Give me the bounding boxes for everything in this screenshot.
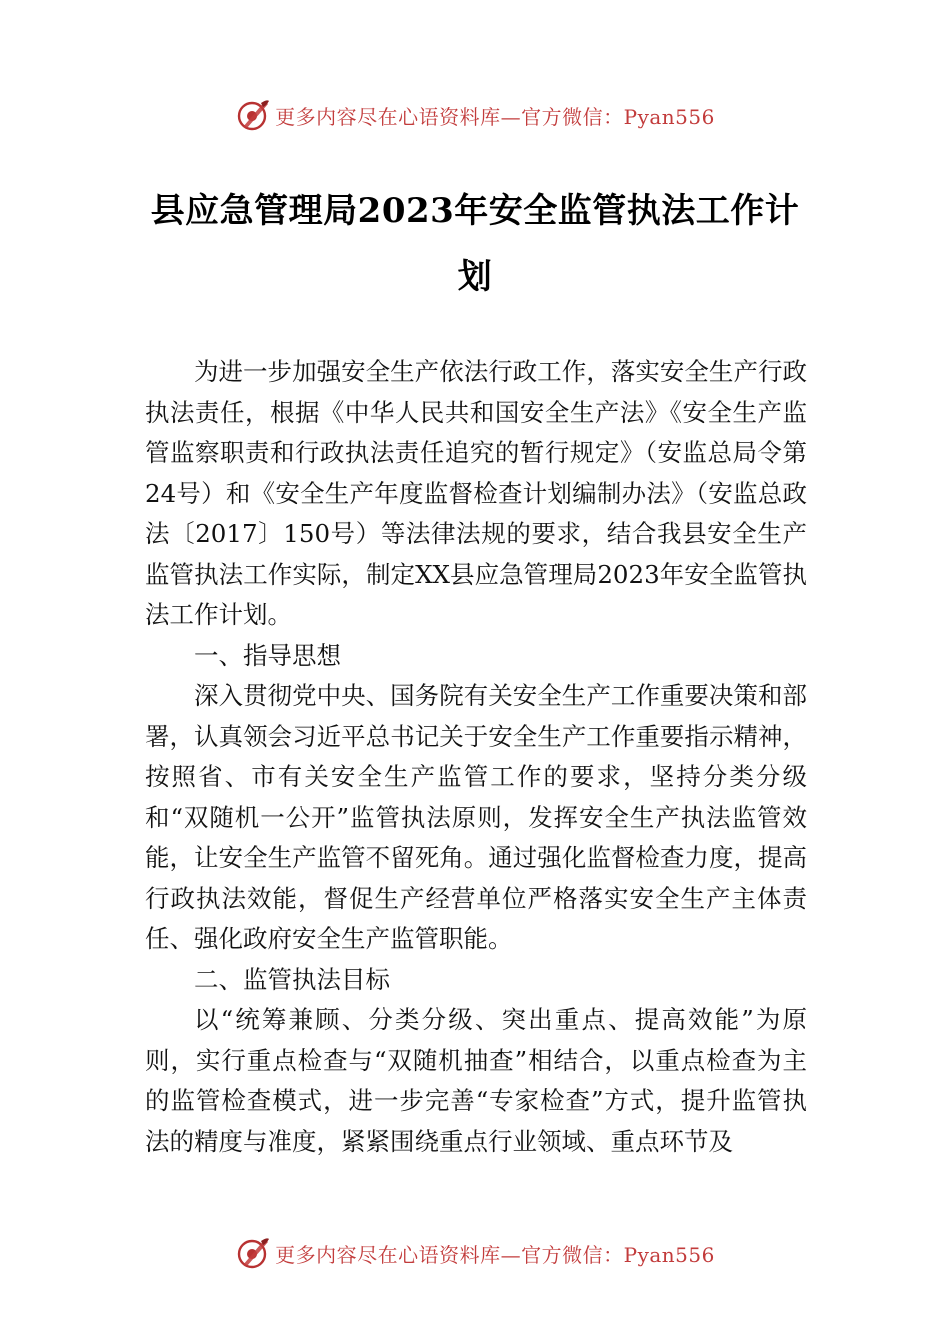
footer-banner xyxy=(0,1233,950,1273)
paragraph-intro: 为进一步加强安全生产依法行政工作，落实安全生产行政执法责任，根据《中华人民共和国安全生产法》《安全生产监管监察职责和行政执法责任追究的暂行规定》（安监总局令第24号）和《安全生产年度监督检查计划编制办法》（安监总政法〔2017〕150号）等法律法规的要求，结合我县安全生产监管执法工作实际，制定XX县应急管理局2023年安全监管执法工作计划。 xyxy=(145,357,807,629)
section-heading-guiding-thought: 一、指导思想 xyxy=(194,640,341,670)
quill-seal-icon xyxy=(235,97,271,133)
paragraph-guiding-thought: 深入贯彻党中央、国务院有关安全生产工作重要决策和部署，认真领会习近平总书记关于安全生产工作重要指示精神，按照省、市有关安全生产监管工作的要求，坚持分类分级和“双随机一公开”监管执法原则，发挥安全生产执法监管效能，让安全生产监管不留死角。通过强化监督检查力度，提高行政执法效能，督促生产经营单位严格落实安全生产主体责任、强化政府安全生产监管职能。 xyxy=(145,681,807,953)
document-title: 县应急管理局2023年安全监管执法工作计划 xyxy=(150,191,800,297)
paragraph-enforcement-goals: 以“统筹兼顾、分类分级、突出重点、提高效能”为原则，实行重点检查与“双随机抽查”相结合，以重点检查为主的监管检查模式，进一步完善“专家检查”方式，提升监管执法的精度与准度，紧紧围绕重点行业领域、重点环节及 xyxy=(145,1005,807,1156)
banner-text: 更多内容尽在心语资料库—官方微信：Pyan556 xyxy=(275,1242,715,1267)
quill-seal-icon xyxy=(235,1235,271,1271)
section-heading-enforcement-goals: 二、监管执法目标 xyxy=(194,964,390,994)
header-banner xyxy=(0,95,950,135)
document-body xyxy=(145,352,807,1162)
banner-text: 更多内容尽在心语资料库—官方微信：Pyan556 xyxy=(275,104,715,129)
